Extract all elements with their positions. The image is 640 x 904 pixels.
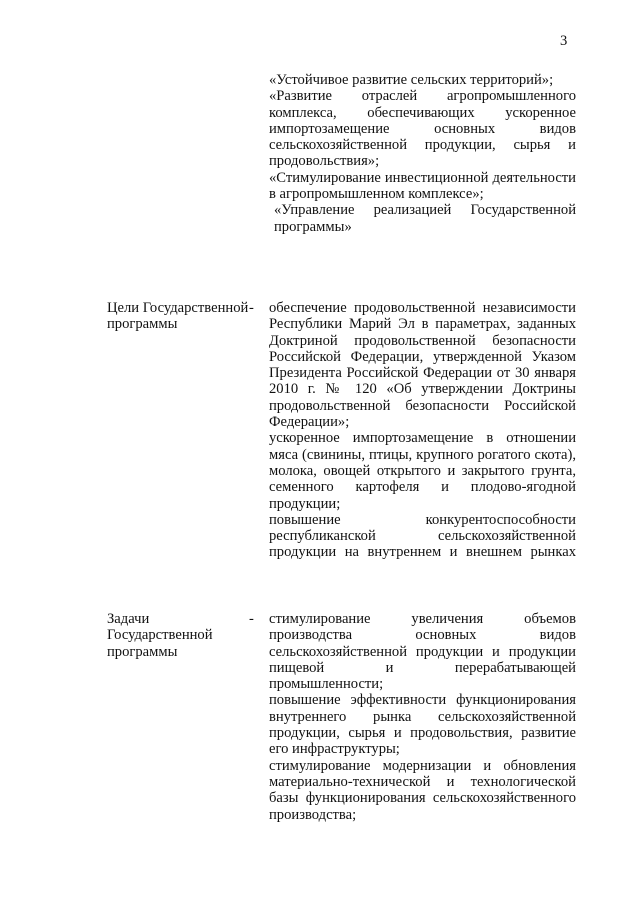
subprogram-item: «Устойчивое развитие сельских территорий»;	[269, 72, 554, 88]
tasks-dash: -	[249, 611, 254, 627]
goals-label: Цели Государственной программы	[107, 300, 249, 333]
goals-list	[269, 300, 576, 561]
goal-item: повышение конкурентоспособности республиканской сельскохозяйственной продукции на внутреннем и внешнем рынках	[269, 511, 576, 561]
goal-item: обеспечение продовольственной независимости Республики Марий Эл в параметрах, заданных Доктриной продовольственной безопасности Российской Федерации, утвержденной Указом Президента Российской Федерации от 30 января 2010 г. № 120 «Об утверждении Доктрины продовольственной безопасности Российской Федерации»;	[269, 300, 576, 431]
task-item: стимулирование увеличения объемов производства основных видов сельскохозяйственной продукции и продукции пищевой и перерабатывающей промышленности;	[269, 611, 576, 693]
tasks-list	[269, 611, 576, 823]
task-item: повышение эффективности функционирования внутреннего рынка сельскохозяйственной продукции, сырья и продовольствия, развитие его инфраструктуры;	[269, 692, 576, 758]
subprogram-item: «Стимулирование инвестиционной деятельности в агропромышленном комплексе»;	[269, 169, 576, 203]
goals-dash: -	[249, 300, 254, 316]
tasks-label: Задачи Государственной программы	[107, 611, 213, 660]
goal-item: ускоренное импортозамещение в отношении мяса (свинины, птицы, крупного рогатого скота), молока, овощей открытого и закрытого грунта, семенного картофеля и плодово-ягодной продукции;	[269, 430, 576, 512]
subprogram-item: «Развитие отраслей агропромышленного комплекса, обеспечивающих ускоренное импортозамещение основных видов сельскохозяйственной продукции, сырья и продовольствия»;	[269, 88, 576, 170]
page-number: 3	[560, 33, 568, 49]
subprogram-item: «Управление реализацией Государственной программы»	[274, 202, 576, 235]
subprogram-list	[269, 72, 576, 235]
task-item: стимулирование модернизации и обновления материально-технической и технологической базы функционирования сельскохозяйственного производства;	[269, 757, 576, 823]
